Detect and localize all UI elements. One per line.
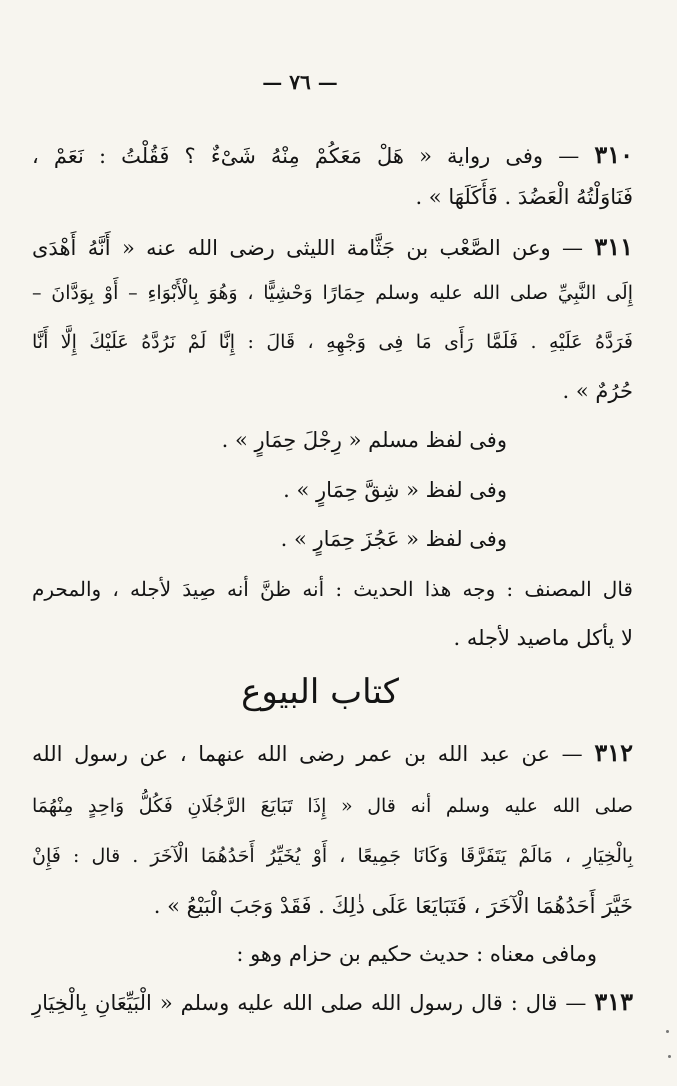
- line-text: فَنَاوَلْتُهُ الْعَضُدَ . فَأَكَلَهَا » .: [415, 185, 633, 209]
- scan-speck: [668, 1055, 671, 1058]
- hadith-number: ٣١٠: [594, 140, 633, 169]
- text-line: [236, 944, 597, 965]
- line-text: بِالْخِيَارِ ، مَالَمْ يَتَفَرَّقَا وَكَانَا جَمِيعًا ، أَوْ يُخَيِّرُ أَحَدُهُمَا الْآخَرَ . قال : فَإِنْ: [32, 845, 633, 867]
- line-text: إِلَى النَّبِيِّ صلى الله عليه وسلم حِمَارًا وَحْشِيًّا ، وَهُوَ بِالْأَبْوَاءِ – أَوْ بِوَدَّانَ –: [32, 282, 633, 304]
- line-text: خَيَّرَ أَحَدُهُمَا الْآخَرَ ، فَتَبَايَعَا عَلَى ذٰلِكَ . فَقَدْ وَجَبَ الْبَيْعُ » .: [153, 894, 633, 918]
- text-line: [32, 797, 633, 816]
- text-line: [415, 187, 633, 208]
- line-text: قال المصنف : وجه هذا الحديث : أنه ظنَّ أنه صِيدَ لأجله ، والمحرم: [32, 577, 633, 601]
- line-text: — قال : قال رسول الله صلى الله عليه وسلم « الْبَيِّعَانِ بِالْخِيَارِ: [32, 991, 595, 1015]
- text-line: [154, 896, 633, 917]
- text-line: [32, 284, 633, 303]
- page-number: — ٧٦ —: [262, 70, 338, 94]
- line-text: صلى الله عليه وسلم أنه قال « إِذَا تَبَايَعَ الرَّجُلَانِ فَكُلُّ وَاحِدٍ مِنْهُمَا: [32, 795, 633, 817]
- text-line: [222, 430, 507, 451]
- scan-speck: [666, 1030, 669, 1033]
- line-text: لا يأكل ماصيد لأجله .: [453, 626, 633, 650]
- line-text: — عن عبد الله بن عمر رضى الله عنهما ، عن رسول الله: [32, 742, 595, 766]
- text-line: [32, 333, 633, 352]
- text-line-hadith-312: [32, 738, 633, 767]
- hadith-number: ٣١١: [594, 232, 633, 261]
- line-text: — وعن الصَّعْب بن جَثَّامة الليثى رضى الله عنه « أَنَّهُ أَهْدَى: [32, 236, 595, 260]
- line-text: حُرُمٌ » .: [562, 379, 633, 403]
- text-line: [563, 381, 633, 402]
- text-line-hadith-311: [32, 232, 633, 261]
- line-text: فَرَدَّهُ عَلَيْهِ . فَلَمَّا رَأَى مَا فِى وَجْهِهِ ، قَالَ : إِنَّا لَمْ نَرُدَّهُ عَلَيْكَ إِلَّا أَنَّا: [32, 331, 633, 353]
- text-line-author-note: [32, 579, 633, 599]
- line-text: وفى لفظ مسلم « رِجْلَ حِمَارٍ » .: [221, 428, 507, 452]
- text-line: [453, 628, 633, 649]
- line-text: ومافى معناه : حديث حكيم بن حزام وهو :: [236, 942, 597, 966]
- hadith-number: ٣١٣: [594, 987, 633, 1016]
- text-line: [32, 847, 633, 866]
- text-line: [283, 480, 507, 501]
- line-text: — وفى رواية « هَلْ مَعَكُمْ مِنْهُ شَىْءٌ ؟ فَقُلْتُ : نَعَمْ ،: [32, 144, 595, 168]
- line-text: وفى لفظ « شِقَّ حِمَارٍ » .: [283, 478, 507, 502]
- text-line-hadith-313: [32, 987, 633, 1016]
- chapter-title: كتاب البيوع: [241, 672, 399, 712]
- hadith-number: ٣١٢: [594, 738, 633, 767]
- text-line: [281, 529, 507, 550]
- line-text: وفى لفظ « عَجُزَ حِمَارٍ » .: [280, 527, 507, 551]
- text-line-hadith-310: [32, 140, 633, 169]
